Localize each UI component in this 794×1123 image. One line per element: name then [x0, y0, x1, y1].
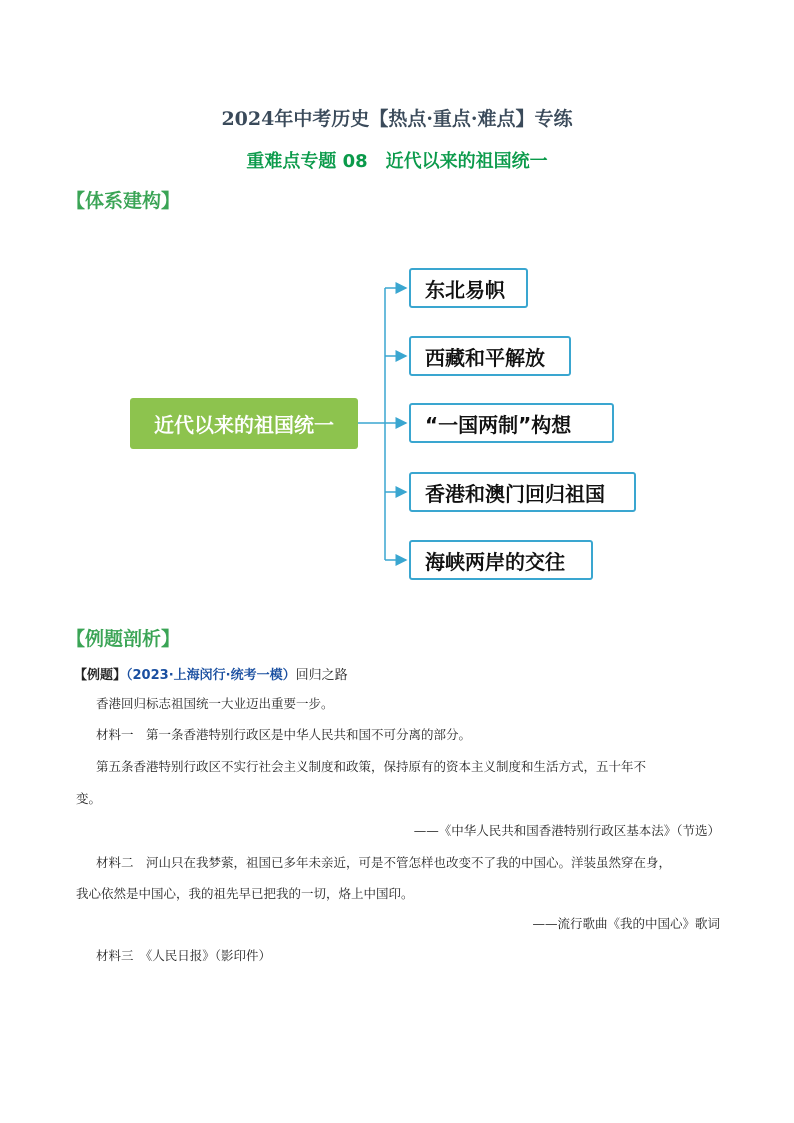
- example-header: [74, 664, 348, 683]
- mindmap-center: 近代以来的祖国统一: [130, 398, 358, 449]
- example-tag: 【例题】: [74, 668, 127, 683]
- mindmap-branch: 西藏和平解放: [409, 336, 571, 376]
- example-source: （2023·上海闵行·统考一模）: [126, 668, 296, 683]
- example-line: 变。: [76, 791, 102, 806]
- example-line: 我心依然是中国心，我的祖先早已把我的一切，烙上中国印。: [76, 886, 414, 901]
- example-topic: 回归之路: [295, 668, 348, 683]
- example-citation: ——流行歌曲《我的中国心》歌词: [532, 916, 720, 931]
- example-line: 香港回归标志祖国统一大业迈出重要一步。: [96, 696, 334, 711]
- section-structure-heading: 【体系建构】: [66, 190, 181, 212]
- example-line: 材料一 第一条香港特别行政区是中华人民共和国不可分离的部分。: [96, 727, 472, 742]
- example-line: 材料三 《人民日报》（影印件）: [96, 948, 272, 963]
- page-subtitle: 重难点专题 08 近代以来的祖国统一: [246, 151, 548, 172]
- mindmap-branch: 香港和澳门回归祖国: [409, 472, 636, 512]
- example-citation: ——《中华人民共和国香港特别行政区基本法》（节选）: [413, 823, 720, 838]
- mindmap-branch: 东北易帜: [409, 268, 528, 308]
- example-line: 材料二 河山只在我梦萦，祖国已多年未亲近，可是不管怎样也改变不了我的中国心。洋装虽然穿在身，: [96, 855, 672, 870]
- example-line: 第五条香港特别行政区不实行社会主义制度和政策，保持原有的资本主义制度和生活方式，五十年不: [96, 759, 647, 774]
- section-example-heading: 【例题剖析】: [66, 628, 181, 650]
- mindmap-branch: “一国两制”构想: [409, 403, 614, 443]
- mindmap-branch: 海峡两岸的交往: [409, 540, 593, 580]
- page-title: 2024年中考历史【热点·重点·难点】专练: [221, 108, 573, 130]
